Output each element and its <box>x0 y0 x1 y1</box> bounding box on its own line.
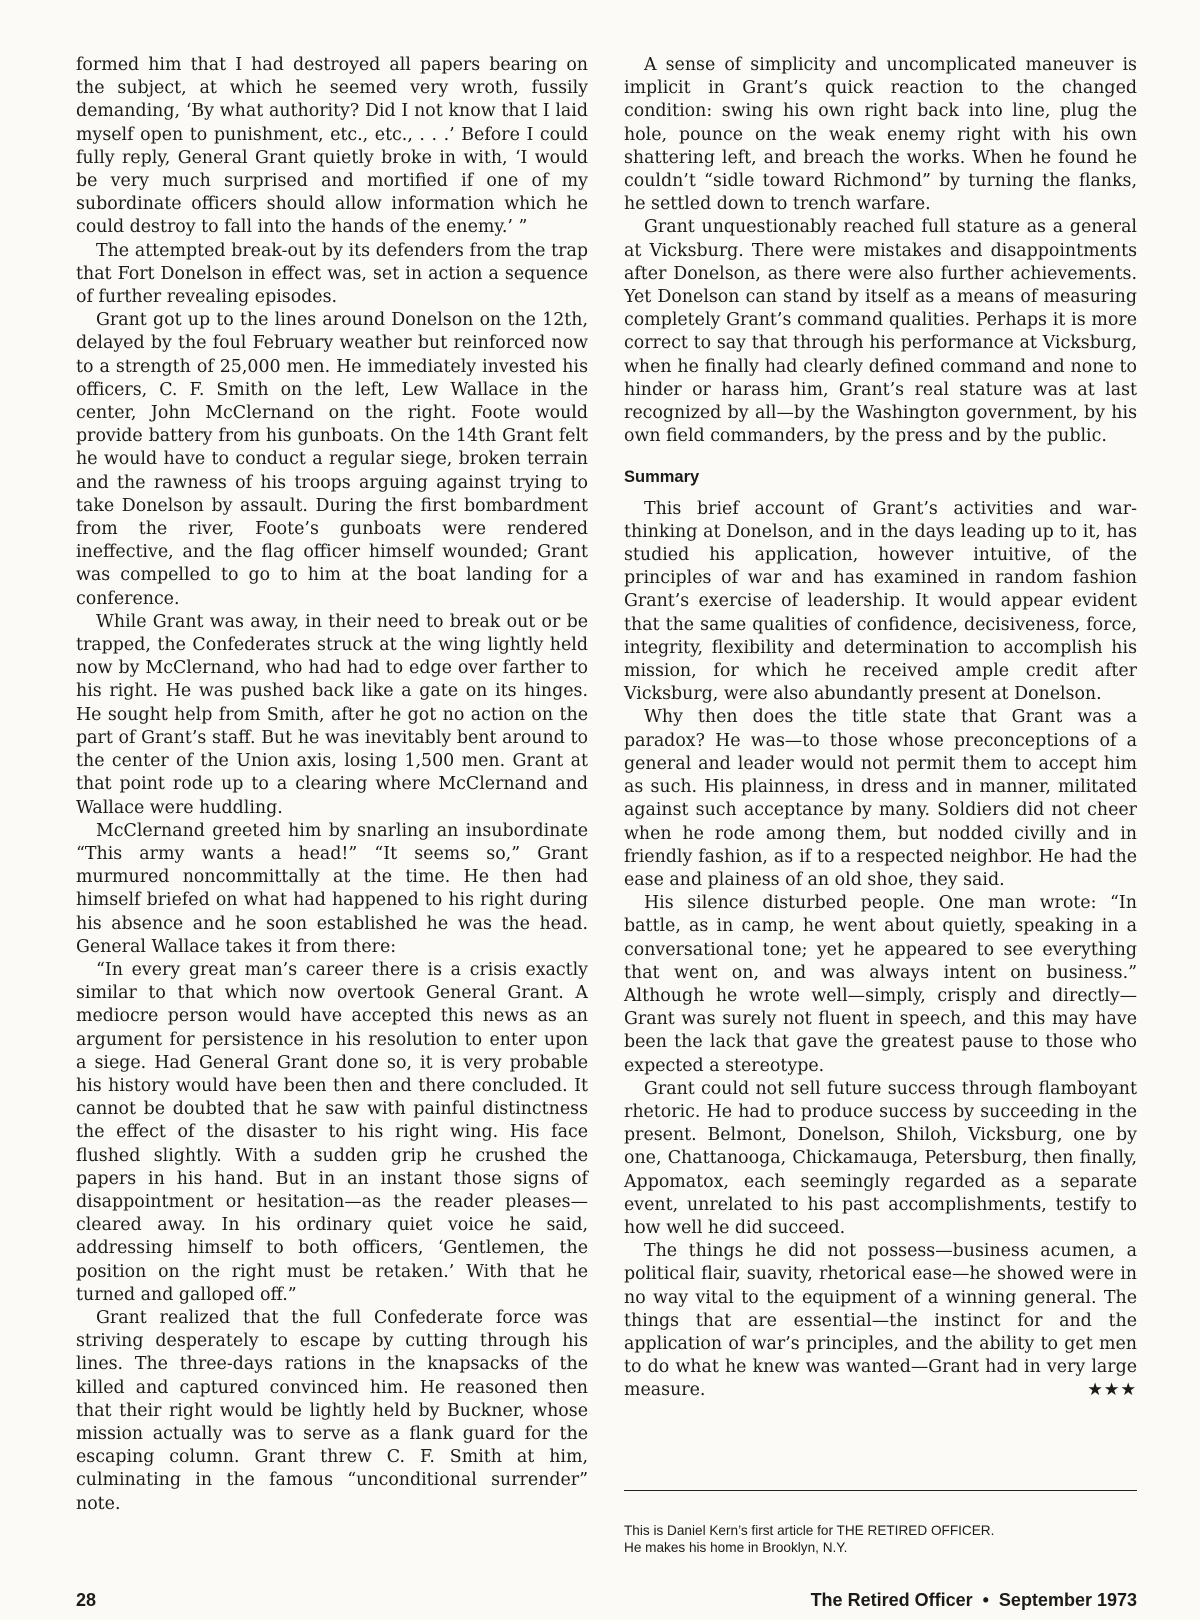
paragraph: McClernand greeted him by snarling an insubordinate “This army wants a head!” “It seems so,” Grant murmured noncommittally at the time. He then had himself briefed on what had happened to his right during his absence and he soon established he was the head. General Wallace takes it from there: <box>76 820 588 957</box>
paragraph: This brief account of Grant’s activities and war-thinking at Donelson, and in the days leading up to it, has studied his application, however intuitive, of the principles of war and has examined in random fashion Grant’s exercise of leadership. It would appear evident that the same qualities of confidence, decisiveness, force, integrity, flexibility and determination to accomplish his mission, for which he received ample credit after Vicksburg, were also abundantly present at Donelson. <box>624 498 1137 705</box>
paragraph: His silence disturbed people. One man wrote: “In battle, as in camp, he went about quietly, speaking in a conversational tone; yet he appeared to see everything that went on, and was always intent on business.” Although he wrote well—simply, crisply and directly—Grant was surely not fluent in speech, and this may have been the lack that gave the greatest pause to those who expected a stereotype. <box>624 893 1137 1076</box>
paragraph: formed him that I had destroyed all papers bearing on the subject, at which he seemed very wroth, fussily demanding, ‘By what authority? Did I not know that I laid myself open to punishment, etc., etc., . . .’ Before I could fully reply, General Grant quietly broke in with, ‘I would be very much surprised and mortified if one of my subordinate officers should allow information which he could destroy to fall into the hands of the enemy.’ ” <box>76 55 588 238</box>
publication-info <box>811 1590 1137 1611</box>
author-note <box>624 1522 1137 1556</box>
paragraph: Grant unquestionably reached full stature as a general at Vicksburg. There were mistakes and disappointments after Donelson, as there were also further achievements. Yet Donelson can stand by itself as a means of measuring completely Grant’s command qualities. Perhaps it is more correct to say that through his performance at Vicksburg, when he finally had clearly defined command and none to hinder or harass him, Grant’s real stature was at last recognized by all—by the Washington government, by his own field commanders, by the press and by the public. <box>624 217 1137 447</box>
paragraph: Grant realized that the full Confederate force was striving desperately to escape by cutting through his lines. The three-days rations in the knapsacks of the killed and captured convinced him. He reasoned then that their right would be lightly held by Buckner, whose mission actually was to serve as a flank guard for the escaping column. Grant threw C. F. Smith at him, culminating in the famous “unconditional surrender” note. <box>76 1307 588 1514</box>
page-number: 28 <box>76 1590 97 1610</box>
paragraph: The attempted break-out by its defenders from the trap that Fort Donelson in effect was, set in action a sequence of further revealing episodes. <box>76 240 588 308</box>
paragraph: While Grant was away, in their need to break out or be trapped, the Confederates struck at the wing lightly held now by McClernand, who had had to edge over farther to his right. He was pushed back like a gate on its hinges. He sought help from Smith, after he got no action on the part of Grant’s staff. But he was inevitably bent around to the center of the Union axis, losing 1,500 men. Grant at that point rode up to a clearing where McClernand and Wallace were huddling. <box>76 611 588 818</box>
author-note-line: He makes his home in Brooklyn, N.Y. <box>624 1540 848 1555</box>
paragraph: Why then does the title state that Grant was a paradox? He was—to those whose preconceptions of a general and leader would not permit them to accept him as such. His plainness, in dress and in manner, militated against such acceptance by many. Soldiers did not cheer when he rode among them, but nodded civilly and in friendly fashion, as if to a respected neighbor. He had the ease and plainess of an old shoe, they said. <box>624 707 1137 890</box>
issue-date: September 1973 <box>998 1590 1137 1610</box>
left-column <box>76 54 588 1516</box>
paragraph-text: The things he did not possess—business acumen, a political flair, suavity, rhetorical ease—he showed were in no way vital to the equipment of a winning general. The things that are essential—the instinct for and the application of war’s principles, and the ability to get men to do what he knew was wanted—Grant had in very large measure. <box>624 1241 1137 1401</box>
paragraph: A sense of simplicity and uncomplicated maneuver is implicit in Grant’s quick reaction to the changed condition: swing his own right back into line, plug the hole, pounce on the weak enemy right with his own shattering left, and breach the works. When he found he couldn’t “sidle toward Richmond” by turning the flanks, he settled down to trench warfare. <box>624 55 1137 215</box>
paragraph: Grant could not sell future success through flamboyant rhetoric. He had to produce success by succeeding in the present. Belmont, Donelson, Shiloh, Vicksburg, one by one, Chattanooga, Chickamauga, Petersburg, then finally, Appomatox, each seemingly regarded as a separate event, unrelated to his past accomplishments, testify to how well he did succeed. <box>624 1078 1137 1238</box>
author-note-line: This is Daniel Kern’s first article for THE RETIRED OFFICER. <box>624 1523 995 1538</box>
divider-rule <box>624 1490 1137 1491</box>
right-column <box>624 54 1137 1403</box>
separator-dot: • <box>982 1590 989 1610</box>
end-mark-stars: ★★★ <box>1087 1380 1137 1401</box>
block-quote: “In every great man’s career there is a crisis exactly similar to that which now overtook General Grant. A mediocre person would have accepted this news as an argument for persistence in his resolution to enter upon a siege. Had General Grant done so, it is very probable his history would have been then and there concluded. It cannot be doubted that he saw with painful distinctness the effect of the disaster to his right wing. His face flushed slightly. With a sudden grip he crushed the papers in his hand. But in an instant those signs of disappointment or hesitation—as the reader pleases—cleared away. In his ordinary quiet voice he said, addressing himself to both officers, ‘Gentlemen, the position on the right must be retaken.’ With that he turned and galloped off.” <box>76 959 588 1305</box>
summary-heading: Summary <box>624 468 700 487</box>
paragraph: Grant got up to the lines around Donelson on the 12th, delayed by the foul February weather but reinforced now to a strength of 25,000 men. He immediately invested his officers, C. F. Smith on the left, Lew Wallace in the center, John McClernand on the right. Foote would provide battery from his gunboats. On the 14th Grant felt he would have to conduct a regular siege, broken terrain and the rawness of his troops arguing against trying to take Donelson by assault. During the first bombardment from the river, Foote’s gunboats were rendered ineffective, and the flag officer himself wounded; Grant was compelled to go to him at the boat landing for a conference. <box>76 310 588 609</box>
publication-title: The Retired Officer <box>810 1590 973 1610</box>
last-paragraph <box>624 1240 1137 1402</box>
